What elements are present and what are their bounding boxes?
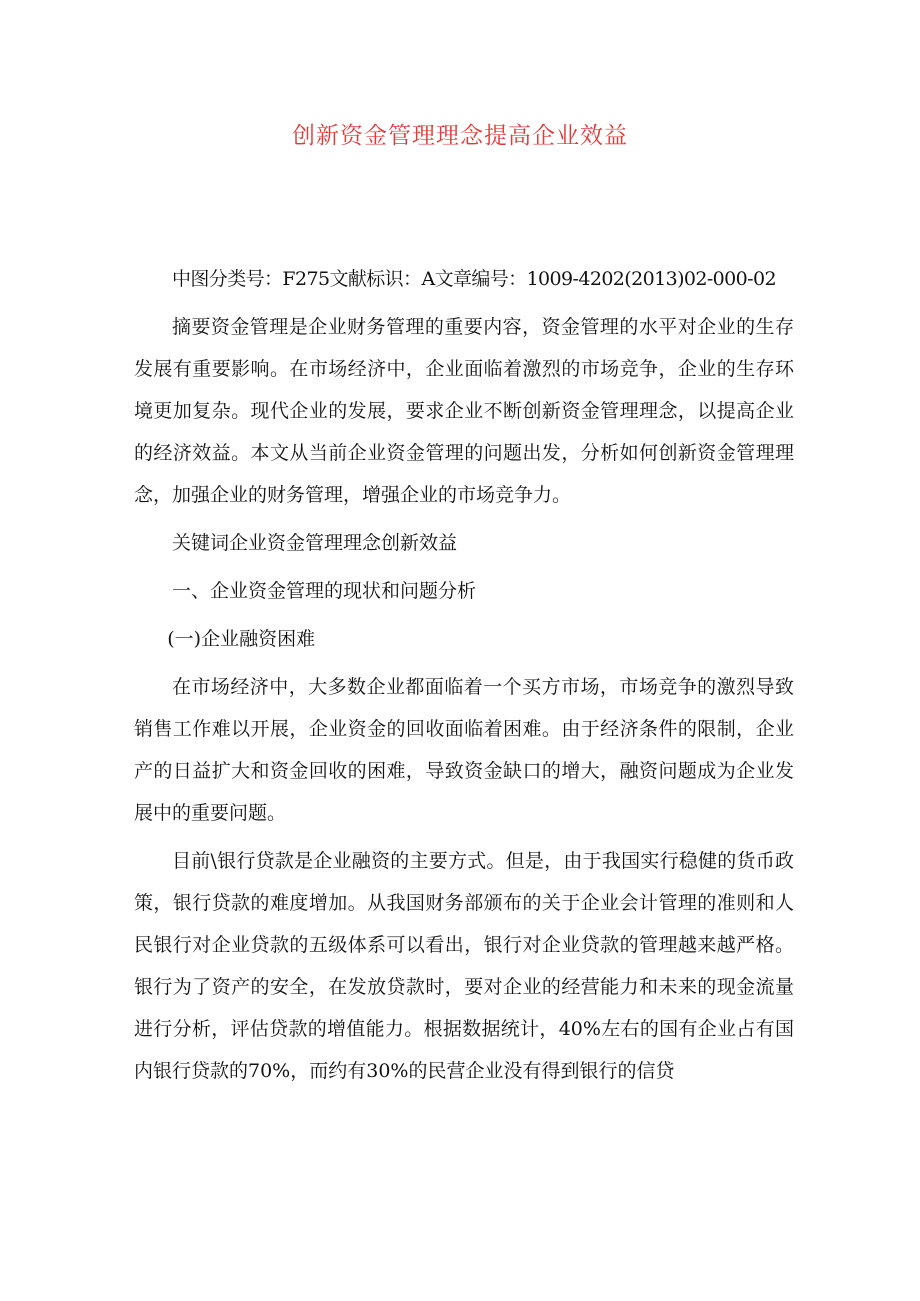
abstract-paragraph: 摘要资金管理是企业财务管理的重要内容，资金管理的水平对企业的生存发展有重要影响。在市场经济中，企业面临着激烈的市场竞争，企业的生存环境更加复杂。现代企业的发展，要求企业不断创新资金管理理念，以提高企业的经济效益。本文从当前企业资金管理的问题出发，分析如何创新资金管理理念，加强企业的财务管理，增强企业的市场竞争力。 xyxy=(134,316,794,506)
body-paragraph-2: 目前\银行贷款是企业融资的主要方式。但是，由于我国实行稳健的货币政策，银行贷款的难度增加。从我国财务部颁布的关于企业会计管理的准则和人民银行对企业贷款的五级体系可以看出，银行对企业贷款的管理越来越严格。银行为了资产的安全，在发放贷款时，要对企业的经营能力和未来的现金流量进行分析，评估贷款的增值能力。根据数据统计，40%左右的国有企业占有国内银行贷款的70%，而约有30%的民营企业没有得到银行的信贷 xyxy=(134,850,794,1082)
document-body xyxy=(134,258,794,1092)
keywords-line: 关键词企业资金管理理念创新效益 xyxy=(172,532,458,554)
section-heading: 一、企业资金管理的现状和问题分析 xyxy=(172,580,477,602)
classification-meta-line: 中图分类号：F275文献标识：A文章编号：1009-4202(2013)02-000-02 xyxy=(172,268,776,290)
subsection-heading: (一)企业融资困难 xyxy=(167,628,316,650)
document-title: 创新资金管理理念提高企业效益 xyxy=(292,123,628,149)
body-paragraph-1: 在市场经济中，大多数企业都面临着一个买方市场，市场竞争的激烈导致销售工作难以开展，企业资金的回收面临着困难。由于经济条件的限制，企业产的日益扩大和资金回收的困难，导致资金缺口的增大，融资问题成为企业发展中的重要问题。 xyxy=(134,676,794,824)
